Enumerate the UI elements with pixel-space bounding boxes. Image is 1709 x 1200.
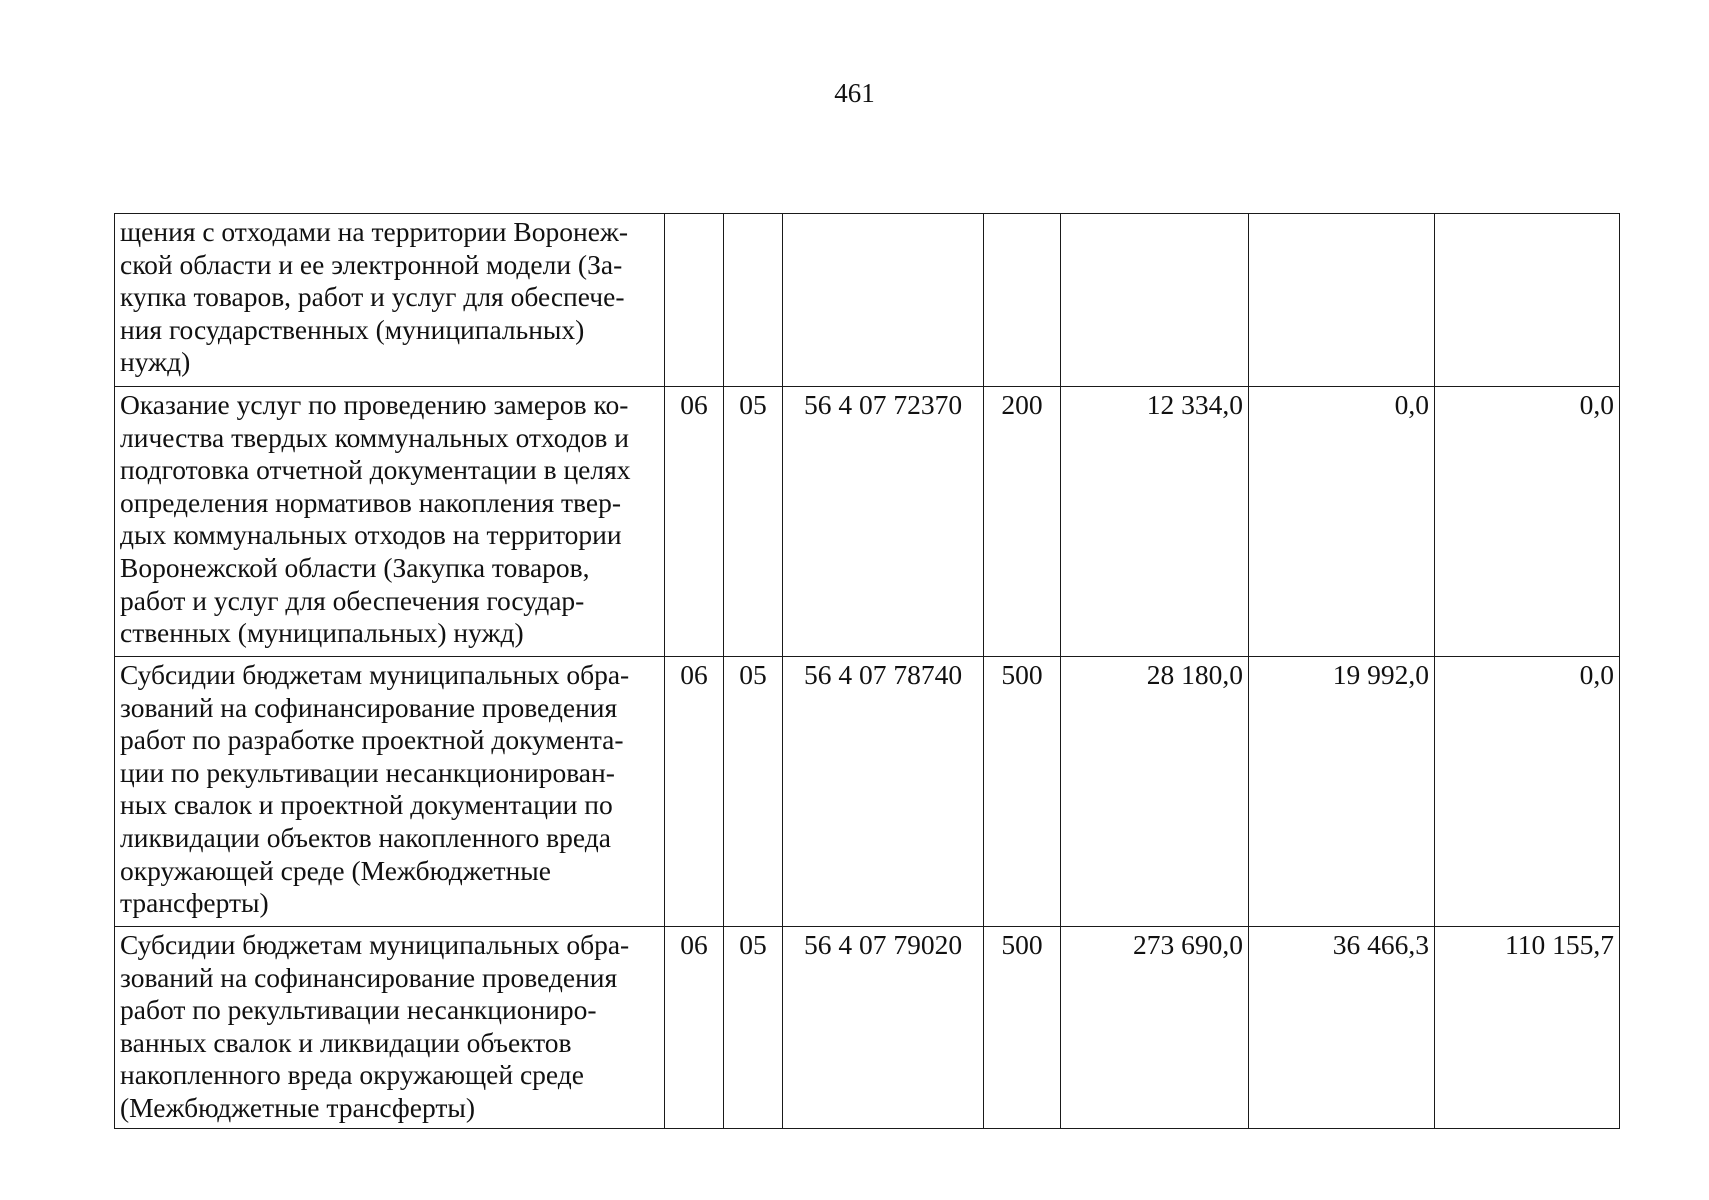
table-row — [115, 927, 1620, 1129]
row-subsection-code: 05 — [724, 927, 783, 1129]
row-target-article: 56 4 07 72370 — [783, 387, 984, 657]
row-subsection-code — [724, 214, 783, 387]
row-amount-year1: 12 334,0 — [1061, 387, 1249, 657]
row-amount-year1: 273 690,0 — [1061, 927, 1249, 1129]
row-amount-year2: 0,0 — [1249, 387, 1435, 657]
page-number: 461 — [834, 78, 875, 108]
table-row — [115, 214, 1620, 387]
row-amount-year2: 36 466,3 — [1249, 927, 1435, 1129]
row-amount-year3: 110 155,7 — [1435, 927, 1620, 1129]
row-target-article: 56 4 07 79020 — [783, 927, 984, 1129]
row-amount-year2: 19 992,0 — [1249, 657, 1435, 927]
row-amount-year2 — [1249, 214, 1435, 387]
row-amount-year1: 28 180,0 — [1061, 657, 1249, 927]
row-target-article — [783, 214, 984, 387]
table-row — [115, 387, 1620, 657]
row-section-code — [665, 214, 724, 387]
row-section-code: 06 — [665, 927, 724, 1129]
row-description: щения с отходами на территории Воронеж-ской области и ее электронной модели (За-купка товаров, работ и услуг для обеспече-ния государственных (муниципальных) нужд) — [115, 214, 665, 387]
row-description: Субсидии бюджетам муниципальных обра-зований на софинансирование проведения работ по рекультивации несанкциониро-ванных свалок и ликвидации объектов накопленного вреда окружающей среде (Межбюджетные трансферты) — [115, 927, 665, 1129]
row-expense-type: 500 — [984, 927, 1061, 1129]
row-subsection-code: 05 — [724, 657, 783, 927]
row-subsection-code: 05 — [724, 387, 783, 657]
budget-table — [114, 213, 1620, 1129]
row-expense-type — [984, 214, 1061, 387]
row-expense-type: 500 — [984, 657, 1061, 927]
row-section-code: 06 — [665, 657, 724, 927]
row-amount-year1 — [1061, 214, 1249, 387]
row-description: Оказание услуг по проведению замеров ко-личества твердых коммунальных отходов и подготовка отчетной документации в целях определения нормативов накопления твер-дых коммунальных отходов на территории Воронежской области (Закупка товаров, работ и услуг для обеспечения государ-ственных (муниципальных) нужд) — [115, 387, 665, 657]
row-amount-year3 — [1435, 214, 1620, 387]
row-amount-year3: 0,0 — [1435, 657, 1620, 927]
row-target-article: 56 4 07 78740 — [783, 657, 984, 927]
table-row — [115, 657, 1620, 927]
row-section-code: 06 — [665, 387, 724, 657]
row-expense-type: 200 — [984, 387, 1061, 657]
row-description: Субсидии бюджетам муниципальных обра-зований на софинансирование проведения работ по разработке проектной документа-ции по рекультивации несанкционирован-ных свалок и проектной документации по ликвидации объектов накопленного вреда окружающей среде (Межбюджетные трансферты) — [115, 657, 665, 927]
row-amount-year3: 0,0 — [1435, 387, 1620, 657]
